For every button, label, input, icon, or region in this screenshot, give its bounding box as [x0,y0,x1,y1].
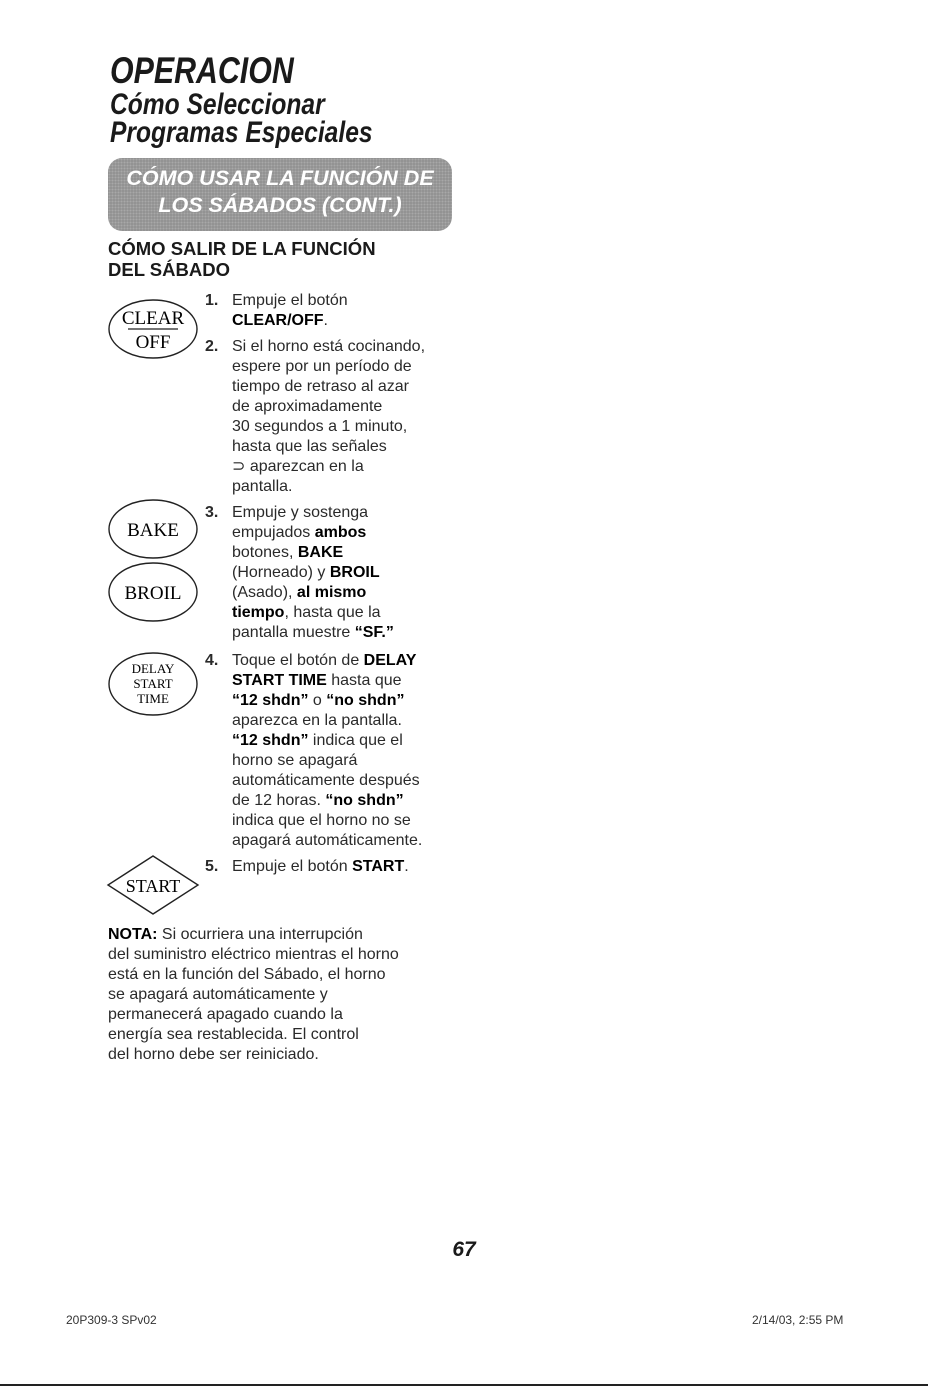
note-paragraph [108,925,448,1065]
section-title-line1: CÓMO SALIR DE LA FUNCIÓN [108,238,376,259]
step-line: de aproximadamente [232,398,383,415]
step-line: tiempo de retraso al azar [232,378,409,395]
step-number: 2. [205,338,219,355]
step-5 [205,857,409,877]
step-text [205,651,422,851]
step-line: (Horneado) y BROIL [232,564,380,581]
step-line: tiempo, hasta que la [232,604,381,621]
note-line: del suministro eléctrico mientras el horno [108,946,399,963]
step-text [205,503,394,643]
step-line: START TIME hasta que [232,672,402,689]
page-subtitle-line2: Programas Especiales [110,116,373,149]
step-line: botones, BAKE [232,544,344,561]
time-label: TIME [137,691,169,706]
step-line: 30 segundos a 1 minuto, [232,418,408,435]
step-text [205,857,409,877]
step-text [205,291,348,331]
step-line: “12 shdn” o “no shdn” [232,692,405,709]
note-line: se apagará automáticamente y [108,986,328,1003]
step-line: ⊃ aparezcan en la [232,458,364,475]
clear-off-button-icon [106,298,202,360]
footer-timestamp: 2/14/03, 2:55 PM [752,1313,844,1327]
page-subtitle-line1: Cómo Seleccionar [110,88,325,121]
start-button-label: START [125,876,181,896]
step-line: CLEAR/OFF. [232,312,328,329]
delay-label: DELAY [131,661,175,676]
section-title-line2: DEL SÁBADO [108,259,230,280]
footer-doc-id: 20P309-3 SPv02 [66,1313,157,1327]
broil-button-icon [106,561,202,623]
note-label: NOTA: [108,926,158,943]
step-line: Si el horno está cocinando, [232,338,426,355]
delay-start-time-button-icon [106,651,202,717]
step-line: Toque el botón de DELAY [232,652,417,669]
step-line: de 12 horas. “no shdn” [232,792,404,809]
banner-line-2: LOS SÁBADOS (CONT.) [158,193,402,217]
bottom-rule [0,1384,928,1386]
note-line: del horno debe ser reiniciado. [108,1046,319,1063]
off-label: OFF [135,332,171,353]
bake-button-icon [106,498,202,560]
step-line: pantalla. [232,478,293,495]
page-title: OPERACION [110,50,294,91]
step-number: 3. [205,504,219,521]
banner-line-1: CÓMO USAR LA FUNCIÓN DE [126,166,434,190]
note-line: está en la función del Sábado, el horno [108,966,386,983]
step-line: indica que el horno no se [232,812,411,829]
step-line: Empuje el botón [232,292,348,309]
step-line: Empuje el botón START. [232,858,409,875]
step-1 [205,291,348,331]
section-banner [108,158,452,231]
step-line: aparezca en la pantalla. [232,712,402,729]
step-number: 4. [205,652,219,669]
step-line: hasta que las señales [232,438,387,455]
step-3 [205,503,394,643]
start-label: START [133,676,173,691]
bake-label: BAKE [127,520,179,541]
note-line: permanecerá apagado cuando la [108,1006,343,1023]
step-2 [205,337,425,497]
step-line: automáticamente después [232,772,420,789]
step-line: “12 shdn” indica que el [232,732,403,749]
page-number: 67 [452,1238,476,1261]
step-line: pantalla muestre “SF.” [232,624,394,641]
step-line: espere por un período de [232,358,412,375]
step-number: 5. [205,858,219,875]
step-number: 1. [205,292,219,309]
step-text [205,337,425,497]
note-line: NOTA: Si ocurriera una interrupción [108,926,363,943]
step-4 [205,651,422,851]
start-button-icon [106,854,202,916]
step-line: Empuje y sostenga [232,504,369,521]
broil-label: BROIL [124,583,182,604]
step-line: empujados ambos [232,524,367,541]
clear-label: CLEAR [121,308,185,329]
step-line: apagará automáticamente. [232,832,423,849]
note-line: energía sea restablecida. El control [108,1026,359,1043]
step-line: horno se apagará [232,752,358,769]
step-line: (Asado), al mismo [232,584,367,601]
